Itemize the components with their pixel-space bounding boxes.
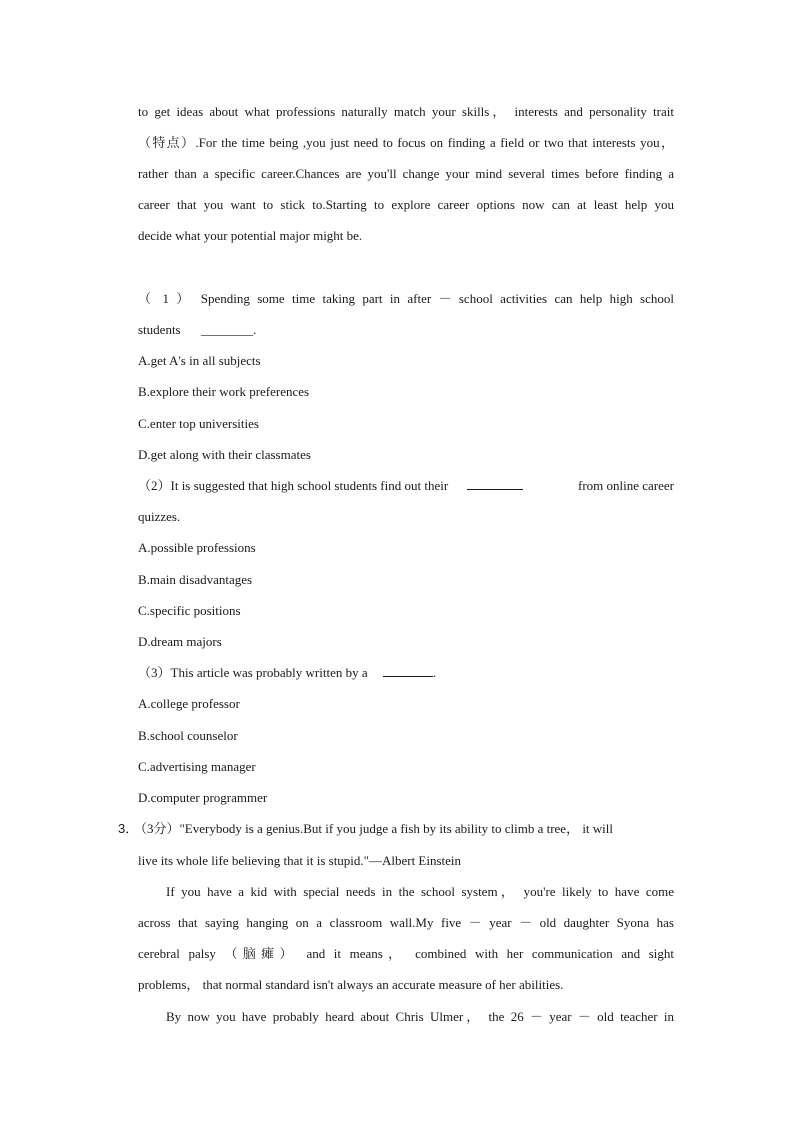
passage-line: （特点）.For the time being ,you just need to focus on finding a field or two that interests you， <box>138 135 674 150</box>
paragraph-line: cerebral palsy （脑瘫） and it means， combined with her communication and sight <box>138 946 674 961</box>
answer-blank <box>383 664 433 677</box>
option-c: C.enter top universities <box>138 416 259 431</box>
paragraph-line: across that saying hanging on a classroom wall.My five － year － old daughter Syona has <box>138 915 674 930</box>
question-1-stem-cont <box>138 321 674 339</box>
answer-blank <box>467 477 523 490</box>
option-c: C.specific positions <box>138 603 241 618</box>
option-a: A.college professor <box>138 696 240 711</box>
question-3-stem-end: . <box>432 665 437 680</box>
question-1-stem: （ 1 ） Spending some time taking part in after － school activities can help high school <box>138 291 674 306</box>
option-a: A.possible professions <box>138 540 256 555</box>
question-2-stem-start: （2）It is suggested that high school students find out their <box>138 478 449 493</box>
passage-line: to get ideas about what professions naturally match your skills， interests and personality trait <box>138 104 674 119</box>
question-2-stem-cont: quizzes. <box>138 509 181 524</box>
answer-blank: ________. <box>201 322 257 337</box>
option-d: D.get along with their classmates <box>138 447 311 462</box>
paragraph-line: By now you have probably heard about Chris Ulmer， the 26 － year － old teacher in <box>166 1009 674 1024</box>
passage-line: decide what your potential major might be. <box>138 228 363 243</box>
question-3-stem-text: （3）This article was probably written by a <box>138 665 368 680</box>
passage-line: rather than a specific career.Chances are you'll change your mind several times before finding a <box>138 166 674 181</box>
question-1-stem-end: students <box>138 322 181 337</box>
option-d: D.computer programmer <box>138 790 268 805</box>
question-2-stem <box>138 477 674 495</box>
option-b: B.main disadvantages <box>138 572 253 587</box>
item-3-quote: （3分）"Everybody is a genius.But if you judge a fish by its ability to climb a tree， it will <box>134 821 614 836</box>
paragraph-line: If you have a kid with special needs in the school system， you're likely to have come <box>166 884 674 899</box>
question-2-stem-end: from online career <box>577 478 674 493</box>
option-a: A.get A's in all subjects <box>138 353 261 368</box>
option-d: D.dream majors <box>138 634 222 649</box>
item-3-quote-cont: live its whole life believing that it is stupid."—Albert Einstein <box>138 853 462 868</box>
option-b: B.school counselor <box>138 728 238 743</box>
option-b: B.explore their work preferences <box>138 384 310 399</box>
paragraph-line: problems， that normal standard isn't always an accurate measure of her abilities. <box>138 977 564 992</box>
option-c: C.advertising manager <box>138 759 256 774</box>
question-3-stem <box>138 664 674 682</box>
item-number: 3． <box>118 821 139 836</box>
passage-line: career that you want to stick to.Starting to explore career options now can at least help you <box>138 197 674 212</box>
